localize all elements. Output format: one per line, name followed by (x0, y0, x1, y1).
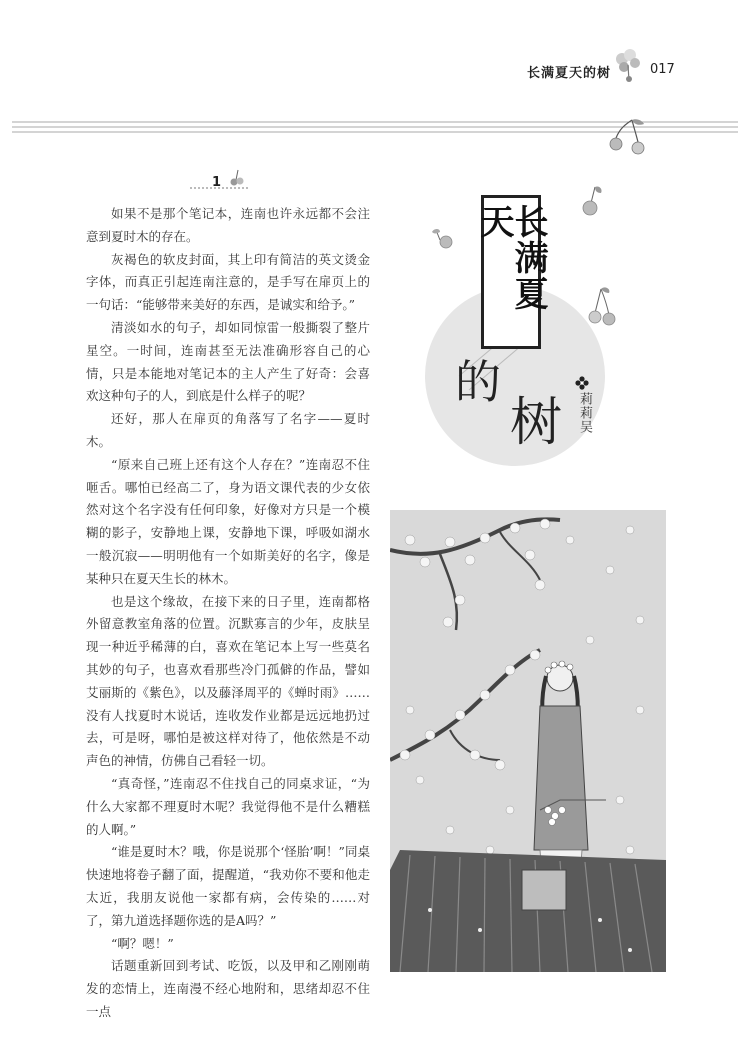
section-number: 1 (212, 175, 222, 190)
paragraph: “真奇怪，”连南忍不住找自己的同桌求证，“为什么大家都不理夏时木呢？我觉得他不是什么糟糕的人啊。” (86, 775, 370, 837)
paragraph: 清淡如水的句子，却如同惊雷一般撕裂了整片星空。一时间，连南甚至无法准确形容自己的心情，只是本能地对笔记本的主人产生了好奇：会喜欢这种句子的人，到底是什么样子的呢？ (86, 319, 370, 404)
article-title-main: 长满夏天 (474, 204, 548, 312)
paragraph: 也是这个缘故，在接下来的日子里，连南都格外留意教室角落的位置。沉默寡言的少年，皮肤呈现一种近乎稀薄的白，喜欢在笔记本上写一些莫名其妙的句子，也喜欢看那些冷门孤僻的作品，譬如艾丽斯的《紫色》，以及藤泽周平的《蝉时雨》……没有人找夏时木说话，连收发作业都是远远地扔过去，可是呀，哪怕是被这样对待了，他依然是不动声色的神情，仿佛自己看轻一切。 (86, 593, 370, 769)
article-title-shu: 树 (510, 393, 563, 453)
cherry-icon (430, 228, 460, 256)
title-box (474, 195, 548, 349)
article-title-de: 的 (455, 355, 501, 409)
paragraph: 灰褐色的软皮封面，其上印有简洁的英文烫金字体，而真正引起连南注意的，是手写在扉页上的一句话：“能够带来美好的东西，是诚实和给予。” (86, 251, 370, 313)
running-header-title: 长满夏天的树 (527, 66, 612, 81)
paragraph: “谁是夏时木？哦，你是说那个‘怪胎’啊！”同桌快速地将卷子翻了面，提醒道，“我劝你不要和他走太近，我朋友说他一家都有病，会传染的……对了，第九道选择题你选的是A吗？” (86, 844, 370, 928)
paragraph: 话题重新回到考试、吃饭，以及甲和乙刚刚萌发的恋情上，连南漫不经心地附和，思绪却忍不住一点 (86, 958, 370, 1019)
flower-cherry-icon (612, 47, 646, 83)
author-name: 莉莉吴 (577, 392, 592, 434)
paragraph: 还好，那人在扉页的角落写了名字——夏时木。 (86, 411, 370, 449)
cherry-icon (579, 185, 605, 217)
paragraph: “啊？嗯！” (111, 935, 174, 951)
section-divider-dots (190, 168, 260, 190)
paragraph: “原来自己班上还有这个人存在？”连南忍不住咂舌。哪怕已经高二了，身为语文课代表的少女依然对这个名字没有任何印象，好像对方只是一个模糊的影子，安静地上课，安静地下课，呼吸如湖水一般沉寂——明明他有一个如斯美好的名字，像是某种只在夏天生长的林木。 (86, 456, 370, 586)
author-flower-icon (575, 376, 589, 390)
cherry-icon (606, 118, 650, 158)
cherry-icon (587, 287, 619, 327)
illustration-girl-on-roof (390, 510, 666, 972)
article-body (86, 203, 370, 1024)
paragraph: 如果不是那个笔记本，连南也许永远都不会注意到夏时木的存在。 (86, 206, 370, 244)
page-number: 017 (650, 62, 675, 77)
